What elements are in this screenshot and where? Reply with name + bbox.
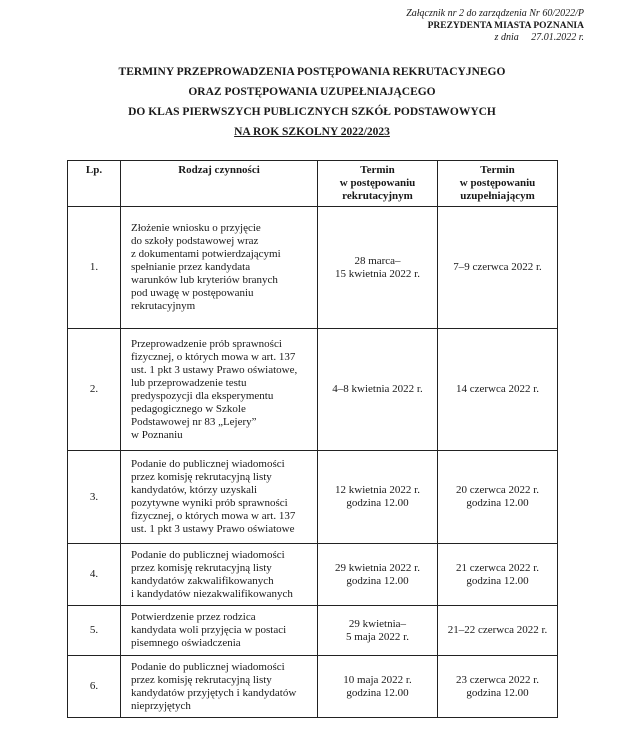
table-row <box>68 451 558 544</box>
table-row <box>68 606 558 656</box>
row-lp: 5. <box>68 606 121 656</box>
table-row <box>68 544 558 606</box>
table-row <box>68 207 558 329</box>
row-recruitment-date: 4–8 kwietnia 2022 r. <box>318 329 438 451</box>
row-supplementary-date: 7–9 czerwca 2022 r. <box>438 207 558 329</box>
schedule-table <box>67 160 558 718</box>
annex-reference: Załącznik nr 2 do zarządzenia Nr 60/2022/P <box>406 8 584 19</box>
title-line-2: ORAZ POSTĘPOWANIA UZUPEŁNIAJĄCEGO <box>188 86 436 98</box>
row-activity: Przeprowadzenie prób sprawności fizycznej, o których mowa w art. 137 ust. 1 pkt 3 ustawy Prawo oświatowe, lub przeprowadzenie testu predyspozycji dla eksperymentu pedagogicznego w Szkole Podstawowej nr 83 „Lejery” w Poznaniu <box>121 329 318 451</box>
row-activity: Podanie do publicznej wiadomości przez komisję rekrutacyjną listy kandydatów, którzy uzyskali pozytywne wyniki prób sprawności fizycznej, o których mowa w art. 137 ust. 1 pkt 3 ustawy Prawo oświatowe <box>121 451 318 544</box>
header-supplementary: Termin w postępowaniu uzupełniającym <box>438 161 558 207</box>
annex-header <box>406 8 584 44</box>
row-recruitment-date: 10 maja 2022 r. godzina 12.00 <box>318 656 438 718</box>
row-recruitment-date: 29 kwietnia 2022 r. godzina 12.00 <box>318 544 438 606</box>
row-supplementary-date: 23 czerwca 2022 r. godzina 12.00 <box>438 656 558 718</box>
annex-date: z dnia 27.01.2022 r. <box>494 32 584 43</box>
row-activity: Złożenie wniosku o przyjęcie do szkoły podstawowej wraz z dokumentami potwierdzającymi spełnianie przez kandydata warunków lub kryteriów branych pod uwagę w postępowaniu rekrutacyjnym <box>121 207 318 329</box>
table-row <box>68 329 558 451</box>
row-supplementary-date: 20 czerwca 2022 r. godzina 12.00 <box>438 451 558 544</box>
header-lp: Lp. <box>68 161 121 207</box>
row-lp: 1. <box>68 207 121 329</box>
row-recruitment-date: 28 marca– 15 kwietnia 2022 r. <box>318 207 438 329</box>
title-line-1: TERMINY PRZEPROWADZENIA POSTĘPOWANIA REKRUTACYJNEGO <box>118 66 506 78</box>
row-activity: Potwierdzenie przez rodzica kandydata woli przyjęcia w postaci pisemnego oświadczenia <box>121 606 318 656</box>
header-recruitment: Termin w postępowaniu rekrutacyjnym <box>318 161 438 207</box>
row-recruitment-date: 12 kwietnia 2022 r. godzina 12.00 <box>318 451 438 544</box>
row-activity: Podanie do publicznej wiadomości przez komisję rekrutacyjną listy kandydatów przyjętych i kandydatów nieprzyjętych <box>121 656 318 718</box>
row-recruitment-date: 29 kwietnia– 5 maja 2022 r. <box>318 606 438 656</box>
annex-authority: PREZYDENTA MIASTA POZNANIA <box>427 21 584 31</box>
row-activity: Podanie do publicznej wiadomości przez komisję rekrutacyjną listy kandydatów zakwalifikowanych i kandydatów niezakwalifikowanych <box>121 544 318 606</box>
table-header-row <box>68 161 558 207</box>
row-lp: 4. <box>68 544 121 606</box>
row-supplementary-date: 21–22 czerwca 2022 r. <box>438 606 558 656</box>
row-lp: 6. <box>68 656 121 718</box>
row-supplementary-date: 14 czerwca 2022 r. <box>438 329 558 451</box>
row-lp: 2. <box>68 329 121 451</box>
header-activity: Rodzaj czynności <box>121 161 318 207</box>
title-line-3: DO KLAS PIERWSZYCH PUBLICZNYCH SZKÓŁ PODSTAWOWYCH <box>128 106 496 118</box>
title-line-4: NA ROK SZKOLNY 2022/2023 <box>234 126 390 138</box>
document-title <box>0 62 624 142</box>
row-lp: 3. <box>68 451 121 544</box>
row-supplementary-date: 21 czerwca 2022 r. godzina 12.00 <box>438 544 558 606</box>
table-row <box>68 656 558 718</box>
